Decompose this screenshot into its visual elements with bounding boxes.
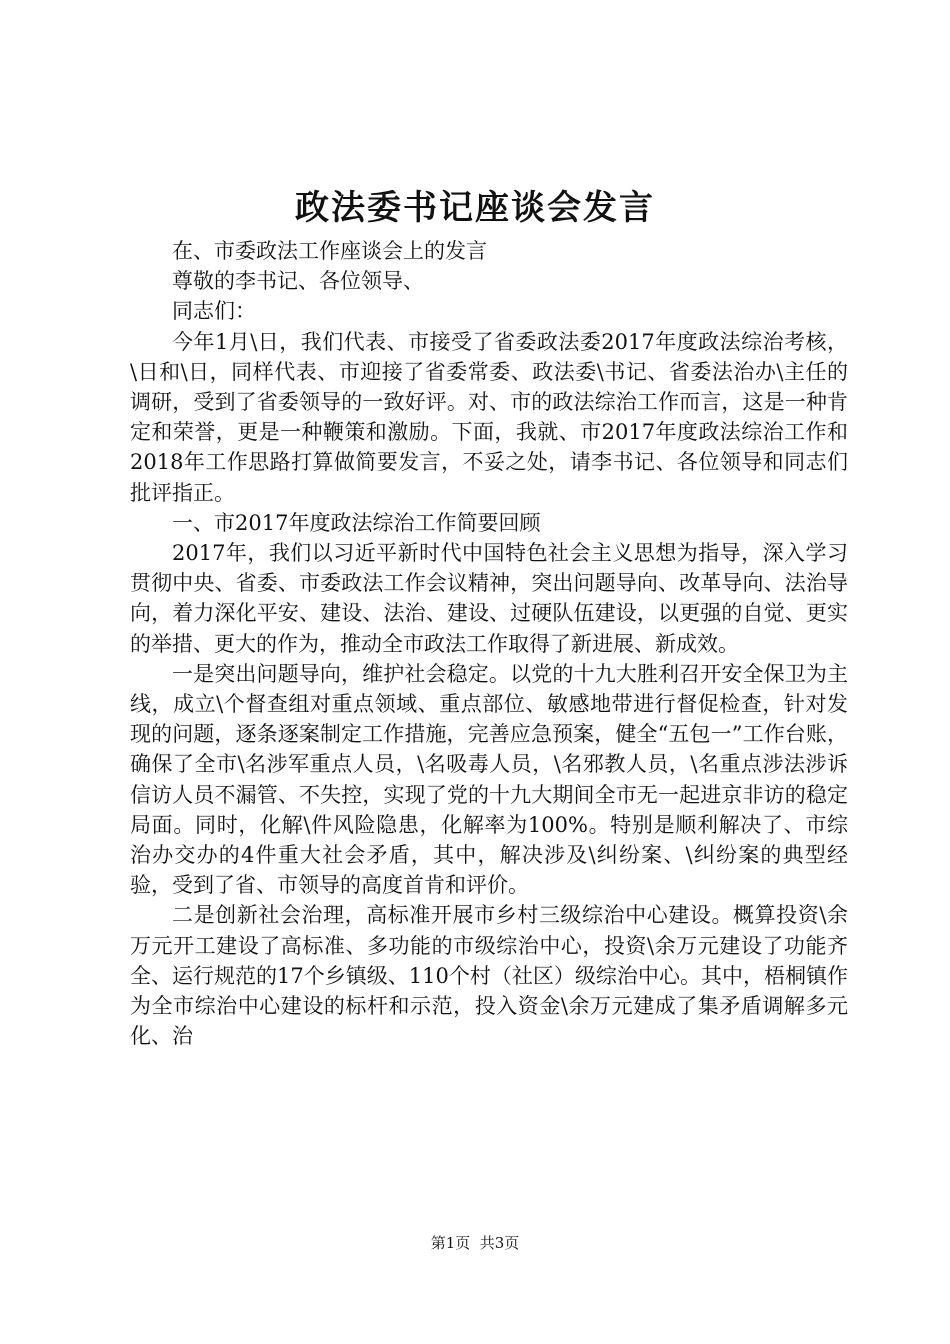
- document-body: [130, 236, 848, 1051]
- paragraph-venue: 在、市委政法工作座谈会上的发言: [172, 239, 487, 263]
- section-heading-review: 一、市2017年度政法综治工作简要回顾: [172, 510, 541, 535]
- page-footer: [0, 1233, 950, 1253]
- paragraph-intro: 今年1月\日，我们代表、市接受了省委政法委2017年度政法综治考核，\日和\日，同样代表、市迎接了省委常委、政法委\书记、省委法治办\主任的调研，受到了省委领导的一致好评。对、市的政法综治工作而言，这是一种肯定和荣誉，更是一种鞭策和激励。下面，我就、市2017年度政法综治工作和2018年工作思路打算做简要发言，不妥之处，请李书记、各位领导和同志们批评指正。: [130, 329, 848, 505]
- paragraph-salutation-cont: 同志们：: [172, 299, 256, 324]
- page-number-label: 第1页 共3页: [430, 1234, 520, 1252]
- paragraph-salutation: 尊敬的李书记、各位领导、: [172, 269, 424, 294]
- paragraph-point-one: 一是突出问题导向，维护社会稳定。以党的十九大胜利召开安全保卫为主线，成立\个督查组对重点领域、重点部位、敏感地带进行督促检查，针对发现的问题，逐条逐案制定工作措施，完善应急预案，健全“五包一”工作台账，确保了全市\名涉军重点人员，\名吸毒人员，\名邪教人员，\名重点涉法涉诉信访人员不漏管、不失控，实现了党的十九大期间全市无一起进京非访的稳定局面。同时，化解\件风险隐患，化解率为100%。特别是顺利解决了、市综治办交办的4件重大社会矛盾，其中，解决涉及\纠纷案、\纠纷案的典型经验，受到了省、市领导的高度首肯和评价。: [130, 661, 848, 898]
- document-title: 政法委书记座谈会发言: [295, 188, 655, 228]
- paragraph-overview: 2017年，我们以习近平新时代中国特色社会主义思想为指导，深入学习贯彻中央、省委、市委政法工作会议精神，突出问题导向、改革导向、法治导向，着力深化平安、建设、法治、建设、过硬队伍建设，以更强的自觉、更实的举措、更大的作为，推动全市政法工作取得了新进展、新成效。: [130, 541, 848, 656]
- paragraph-point-two: 二是创新社会治理，高标准开展市乡村三级综治中心建设。概算投资\余万元开工建设了高标准、多功能的市级综治中心，投资\余万元建设了功能齐全、运行规范的17个乡镇级、110个村（社区）级综治中心。其中，梧桐镇作为全市综治中心建设的标杆和示范，投入资金\余万元建成了集矛盾调解多元化、治: [130, 903, 848, 1049]
